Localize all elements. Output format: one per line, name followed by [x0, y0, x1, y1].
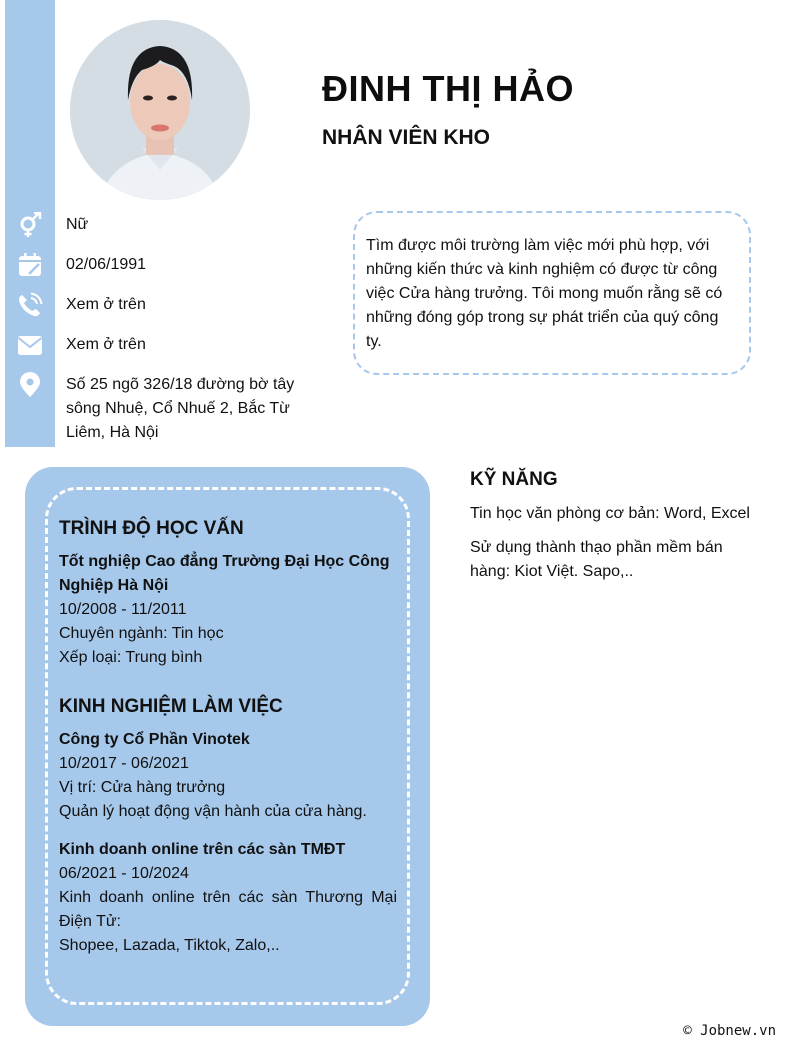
job-title: NHÂN VIÊN KHO	[322, 126, 491, 149]
gender-value: Nữ	[66, 216, 89, 233]
phone-value: Xem ở trên	[66, 296, 146, 313]
avatar	[70, 20, 250, 200]
experience-company: Kinh doanh online trên các sàn TMĐT	[59, 841, 346, 858]
experience-entry	[59, 728, 397, 824]
copyright-footer: © Jobnew.vn	[683, 1023, 776, 1039]
phone-icon	[5, 293, 55, 317]
education-heading: TRÌNH ĐỘ HỌC VẤN	[59, 518, 244, 539]
contact-info-list	[5, 213, 305, 461]
skill-item: Tin học văn phòng cơ bản: Word, Excel	[470, 505, 750, 522]
contact-address	[5, 373, 305, 445]
calendar-icon	[5, 253, 55, 277]
experience-company: Công ty Cổ Phần Vinotek	[59, 731, 250, 748]
experience-platforms: Shopee, Lazada, Tiktok, Zalo,..	[59, 937, 280, 954]
card-dashed-border	[45, 487, 410, 1005]
skill-item: Sử dụng thành thạo phần mềm bán hàng: Kiot Việt. Sapo,..	[470, 539, 723, 580]
education-experience-card	[25, 467, 430, 1026]
education-school: Tốt nghiệp Cao đẳng Trường Đại Học Công Nghiệp Hà Nội	[59, 553, 390, 594]
contact-email	[5, 333, 305, 357]
education-grade: Xếp loại: Trung bình	[59, 649, 203, 666]
career-objective: Tìm được môi trường làm việc mới phù hợp, với những kiến thức và kinh nghiệm có được từ công việc Cửa hàng trưởng. Tôi mong muốn rằng sẽ có những đóng góp trong sự phát triển của quý công ty.	[353, 211, 751, 375]
gender-icon	[5, 213, 55, 237]
birthdate-value: 02/06/1991	[66, 256, 147, 273]
location-pin-icon	[5, 373, 55, 397]
education-entry	[59, 550, 397, 670]
education-major: Chuyên ngành: Tin học	[59, 625, 224, 642]
experience-section	[59, 696, 397, 958]
mail-icon	[5, 333, 55, 357]
education-section	[59, 518, 397, 670]
experience-period: 10/2017 - 06/2021	[59, 755, 189, 772]
skills-heading: KỸ NĂNG	[470, 469, 558, 490]
address-value: Số 25 ngõ 326/18 đường bờ tây sông Nhuệ, Cổ Nhuế 2, Bắc Từ Liêm, Hà Nội	[66, 376, 295, 441]
profile-photo-icon	[70, 20, 250, 200]
education-period: 10/2008 - 11/2011	[59, 601, 187, 618]
experience-heading: KINH NGHIỆM LÀM VIỆC	[59, 696, 283, 717]
experience-description: Quản lý hoạt động vận hành của cửa hàng.	[59, 803, 367, 820]
experience-period: 06/2021 - 10/2024	[59, 865, 189, 882]
experience-description: Kinh doanh online trên các sàn Thương Mại Điện Tử:	[59, 889, 397, 930]
experience-entry	[59, 838, 397, 958]
experience-position: Vị trí: Cửa hàng trưởng	[59, 779, 226, 796]
contact-gender	[5, 213, 305, 237]
candidate-name: ĐINH THỊ HẢO	[322, 68, 574, 109]
email-value: Xem ở trên	[66, 336, 146, 353]
contact-phone	[5, 293, 305, 317]
skills-section	[470, 469, 760, 594]
contact-birthdate	[5, 253, 305, 277]
